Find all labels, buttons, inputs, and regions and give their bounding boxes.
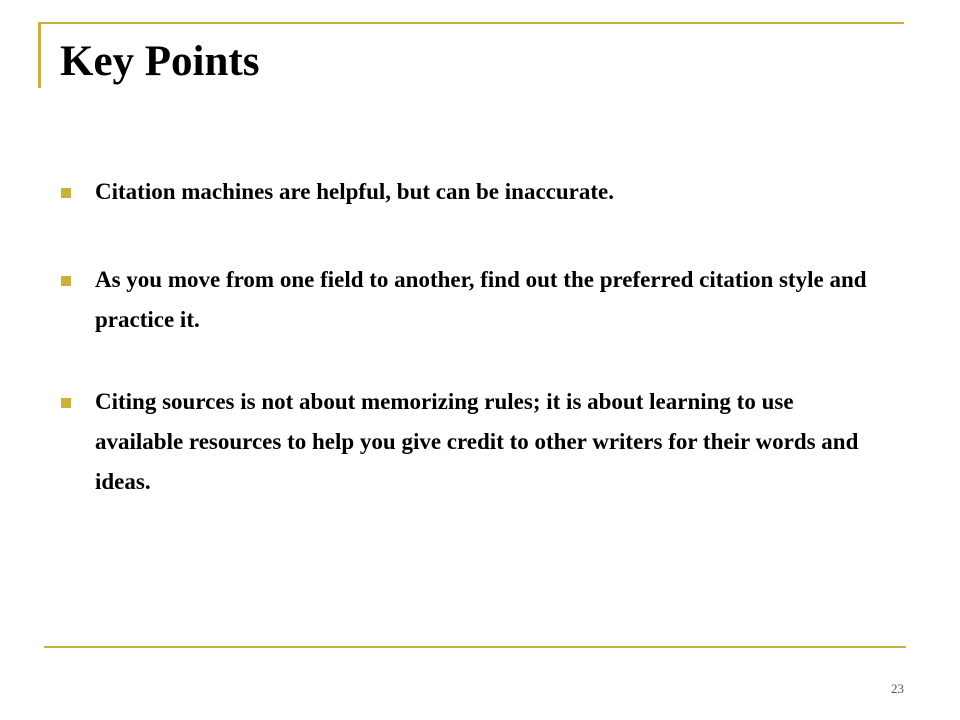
square-bullet-icon (61, 188, 71, 198)
left-accent-bar (38, 22, 41, 88)
bullet-list (60, 172, 880, 502)
square-bullet-icon (61, 276, 71, 286)
square-bullet-icon (61, 398, 71, 408)
bullet-text: As you move from one field to another, find out the preferred citation style and practice it. (95, 267, 867, 332)
bullet-item (60, 172, 880, 212)
top-divider-line (40, 22, 904, 24)
slide-title: Key Points (60, 38, 260, 85)
page-number: 23 (891, 681, 904, 696)
bullet-text: Citation machines are helpful, but can be inaccurate. (95, 179, 614, 204)
bullet-text: Citing sources is not about memorizing rules; it is about learning to use available resources to help you give credit to other writers for their words and ideas. (95, 389, 859, 494)
bullet-item (60, 260, 880, 340)
bottom-divider-line (44, 646, 906, 648)
bullet-item (60, 382, 880, 502)
